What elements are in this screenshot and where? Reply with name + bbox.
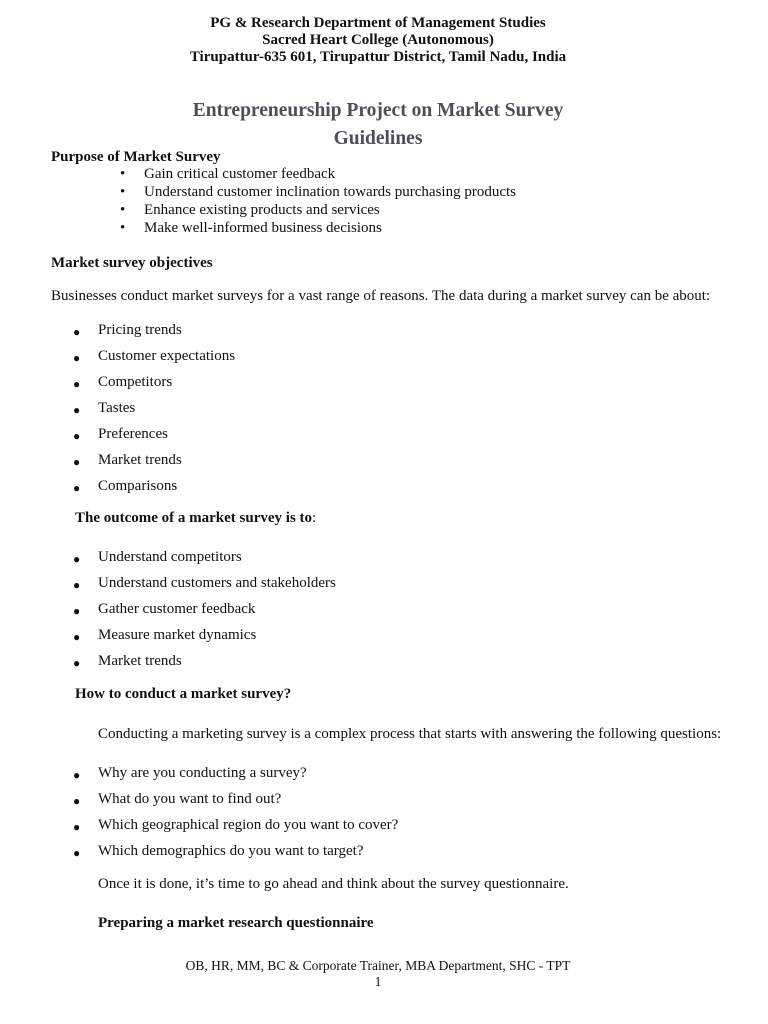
howto-heading: How to conduct a market survey?	[75, 686, 292, 702]
bullet-icon: ●	[73, 325, 81, 339]
bullet-icon: ●	[73, 377, 81, 391]
page-number: 1	[374, 974, 382, 989]
list-item: What do you want to find out?	[98, 791, 282, 807]
bullet-icon: ●	[73, 768, 81, 782]
document-subtitle: Guidelines	[333, 128, 423, 149]
list-item: Gather customer feedback	[98, 601, 256, 617]
list-item: Measure market dynamics	[98, 627, 257, 643]
bullet-icon: ●	[73, 846, 81, 860]
page-footer: OB, HR, MM, BC & Corporate Trainer, MBA Department, SHC - TPT	[185, 958, 571, 973]
list-item: • Make well-informed business decisions	[144, 220, 382, 237]
list-item: Preferences	[98, 426, 168, 442]
bullet-icon: ●	[73, 403, 81, 417]
howto-closing: Once it is done, it’s time to go ahead and think about the survey questionnaire.	[98, 876, 569, 892]
bullet-icon: ●	[73, 820, 81, 834]
list-item: Understand competitors	[98, 549, 242, 565]
bullet-icon: ●	[73, 455, 81, 469]
department-name: PG & Research Department of Management Studies	[210, 15, 546, 31]
list-item: Why are you conducting a survey?	[98, 765, 307, 781]
list-item: • Enhance existing products and services	[144, 202, 380, 219]
bullet-icon: ●	[73, 481, 81, 495]
college-name: Sacred Heart College (Autonomous)	[262, 32, 494, 48]
outcome-heading: The outcome of a market survey is to	[75, 510, 313, 526]
bullet-icon: ●	[73, 351, 81, 365]
bullet-icon: ●	[73, 794, 81, 808]
bullet-icon: ●	[73, 578, 81, 592]
college-address: Tirupattur-635 601, Tirupattur District, Tamil Nadu, India	[189, 49, 567, 65]
objectives-intro: Businesses conduct market surveys for a vast range of reasons. The data during a market survey can be about:	[51, 288, 711, 304]
document-title: Entrepreneurship Project on Market Survey	[192, 100, 564, 121]
list-item: • Understand customer inclination towards purchasing products	[144, 184, 516, 201]
outcome-colon: :	[312, 510, 317, 526]
outcome-heading-line	[75, 510, 316, 527]
preparing-heading: Preparing a market research questionnaire	[98, 915, 374, 931]
list-item: Comparisons	[98, 478, 178, 494]
list-item: Which demographics do you want to target?	[98, 843, 364, 859]
list-item: • Gain critical customer feedback	[144, 166, 335, 183]
list-item: Market trends	[98, 452, 182, 468]
howto-intro: Conducting a marketing survey is a complex process that starts with answering the following questions:	[98, 726, 722, 742]
bullet-icon: ●	[73, 552, 81, 566]
list-item: Which geographical region do you want to cover?	[98, 817, 399, 833]
list-item: Competitors	[98, 374, 173, 390]
bullet-icon: ●	[73, 604, 81, 618]
list-item: Market trends	[98, 653, 182, 669]
bullet-icon: ●	[73, 656, 81, 670]
list-item: Customer expectations	[98, 348, 236, 364]
list-item: Understand customers and stakeholders	[98, 575, 336, 591]
purpose-heading: Purpose of Market Survey	[51, 149, 221, 165]
bullet-icon: ●	[73, 630, 81, 644]
list-item: Pricing trends	[98, 322, 182, 338]
objectives-heading: Market survey objectives	[51, 255, 213, 271]
bullet-icon: ●	[73, 429, 81, 443]
list-item: Tastes	[98, 400, 136, 416]
